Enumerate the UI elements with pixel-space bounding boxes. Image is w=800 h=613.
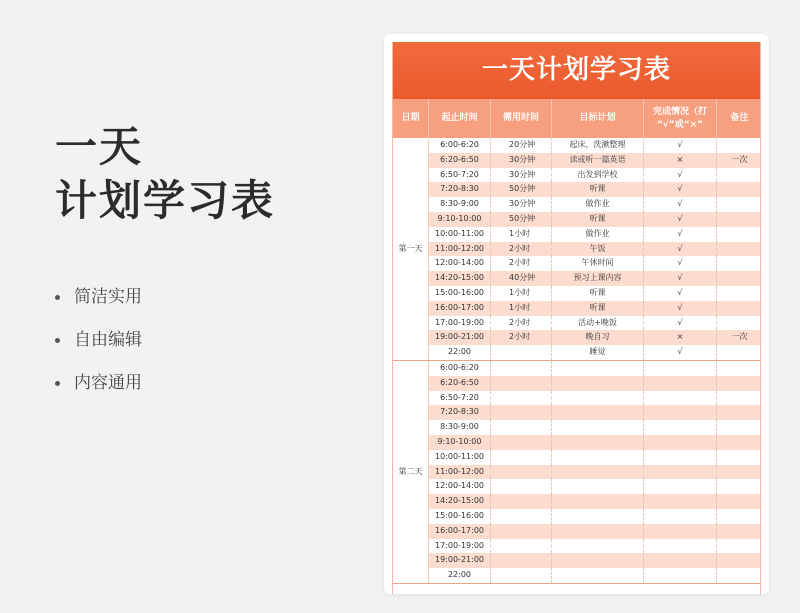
- cell-goal[interactable]: [552, 465, 644, 480]
- cell-goal[interactable]: [552, 420, 644, 435]
- cell-status[interactable]: [644, 553, 717, 568]
- cell-note[interactable]: [717, 361, 761, 376]
- cell-duration[interactable]: 20分钟: [491, 138, 552, 153]
- table-row: [429, 465, 761, 480]
- cell-goal[interactable]: 做作业: [552, 197, 644, 212]
- header-time: 起止时间: [429, 99, 491, 138]
- table-row: [429, 286, 761, 301]
- cell-status[interactable]: √: [644, 182, 717, 197]
- cell-goal[interactable]: 听课: [552, 286, 644, 301]
- cell-note[interactable]: [717, 286, 761, 301]
- cell-note[interactable]: [717, 256, 761, 271]
- feature-item: [55, 362, 355, 405]
- cell-time[interactable]: 6:50-7:20: [429, 168, 491, 183]
- bullet-icon: [55, 381, 60, 386]
- cell-goal[interactable]: [552, 539, 644, 554]
- cell-time[interactable]: 22:00: [429, 345, 491, 360]
- table-row: [429, 256, 761, 271]
- cell-duration[interactable]: 2小时: [491, 316, 552, 331]
- cell-goal[interactable]: [552, 450, 644, 465]
- cell-note[interactable]: [717, 420, 761, 435]
- cell-duration[interactable]: [491, 391, 552, 406]
- cell-status[interactable]: [644, 479, 717, 494]
- cell-duration[interactable]: [491, 405, 552, 420]
- cell-note[interactable]: 一次: [731, 332, 748, 342]
- feature-item: [55, 276, 355, 319]
- cell-status[interactable]: √: [644, 168, 717, 183]
- cell-status[interactable]: [644, 494, 717, 509]
- cell-note[interactable]: [717, 316, 761, 331]
- cell-goal[interactable]: [552, 524, 644, 539]
- cell-note[interactable]: [717, 450, 761, 465]
- cell-note[interactable]: [717, 509, 761, 524]
- table-row: [429, 361, 761, 376]
- cell-time[interactable]: 14:20-15:00: [429, 494, 491, 509]
- cell-goal[interactable]: [552, 553, 644, 568]
- cell-note[interactable]: [717, 553, 761, 568]
- table-row: [429, 494, 761, 509]
- cell-duration[interactable]: [491, 465, 552, 480]
- cell-status[interactable]: [644, 435, 717, 450]
- cell-status[interactable]: [644, 568, 717, 583]
- table-body: [393, 138, 760, 584]
- cell-time[interactable]: 19:00-21:00: [429, 553, 491, 568]
- spreadsheet: [392, 42, 761, 594]
- cell-duration[interactable]: 2小时: [491, 256, 552, 271]
- table-row: [429, 553, 761, 568]
- table-row: [429, 345, 761, 360]
- table-row: [429, 376, 761, 391]
- cell-status[interactable]: √: [644, 256, 717, 271]
- cell-goal[interactable]: 午休时间: [552, 256, 644, 271]
- cell-status[interactable]: √: [644, 301, 717, 316]
- cell-goal[interactable]: 读或听一篇英语: [552, 153, 644, 168]
- header-status-line-1: 完成情况（打: [652, 106, 707, 117]
- cell-goal[interactable]: [552, 494, 644, 509]
- cell-status[interactable]: √: [644, 242, 717, 257]
- cell-note[interactable]: [717, 539, 761, 554]
- cell-note[interactable]: [717, 345, 761, 360]
- cell-status[interactable]: [644, 405, 717, 420]
- cell-duration[interactable]: 2小时: [491, 330, 552, 345]
- cell-status[interactable]: [644, 420, 717, 435]
- day-label: 第一天: [393, 138, 429, 360]
- cell-time[interactable]: 7:20-8:30: [429, 405, 491, 420]
- bullet-icon: [55, 338, 60, 343]
- cell-time[interactable]: 10:00-11:00: [429, 450, 491, 465]
- day-rows: [429, 361, 761, 583]
- table-row: [429, 435, 761, 450]
- cell-duration[interactable]: 2小时: [491, 242, 552, 257]
- table-row: [429, 539, 761, 554]
- table-row: [429, 391, 761, 406]
- table-row: [429, 301, 761, 316]
- cell-status[interactable]: [644, 524, 717, 539]
- cell-duration[interactable]: [491, 420, 552, 435]
- cell-status[interactable]: √: [644, 286, 717, 301]
- page-title: [55, 120, 355, 228]
- cell-goal[interactable]: 听课: [552, 212, 644, 227]
- cell-note[interactable]: [717, 227, 761, 242]
- cell-time[interactable]: 17:00-19:00: [429, 539, 491, 554]
- cell-duration[interactable]: [491, 435, 552, 450]
- cell-time[interactable]: 17:00-19:00: [429, 316, 491, 331]
- cell-status[interactable]: [644, 450, 717, 465]
- cell-goal[interactable]: 预习上课内容: [552, 271, 644, 286]
- header-note: 备注: [730, 113, 749, 123]
- table-row: [429, 271, 761, 286]
- cell-note[interactable]: [717, 376, 761, 391]
- cell-goal[interactable]: [552, 391, 644, 406]
- cell-status[interactable]: [644, 376, 717, 391]
- cell-time[interactable]: 22:00: [429, 568, 491, 583]
- feature-list: [55, 276, 355, 405]
- title-line-1: 一天: [55, 122, 144, 171]
- cell-time[interactable]: 19:00-21:00: [429, 330, 491, 345]
- cell-time[interactable]: 11:00-12:00: [429, 242, 491, 257]
- cell-goal[interactable]: 听课: [552, 182, 644, 197]
- table-row: [429, 227, 761, 242]
- cell-note[interactable]: [717, 182, 761, 197]
- sheet-title: 一天计划学习表: [393, 42, 760, 99]
- cell-goal[interactable]: 活动+晚饭: [552, 316, 644, 331]
- cell-time[interactable]: 9:10-10:00: [429, 212, 491, 227]
- table-row: [429, 153, 761, 168]
- cell-duration[interactable]: 50分钟: [491, 182, 552, 197]
- cell-duration[interactable]: [491, 494, 552, 509]
- cell-goal[interactable]: [552, 376, 644, 391]
- cell-status[interactable]: [644, 361, 717, 376]
- cell-duration[interactable]: 30分钟: [491, 168, 552, 183]
- title-line-2: 计划学习表: [55, 176, 276, 225]
- cell-note[interactable]: [717, 465, 761, 480]
- day-block: [393, 361, 760, 584]
- cell-duration[interactable]: [491, 376, 552, 391]
- cell-status[interactable]: ×: [644, 330, 717, 345]
- feature-label: 内容通用: [74, 373, 142, 393]
- cell-duration[interactable]: [491, 509, 552, 524]
- cell-time[interactable]: 6:20-6:50: [429, 376, 491, 391]
- cell-time[interactable]: 12:00-14:00: [429, 479, 491, 494]
- table-row: [429, 197, 761, 212]
- cell-time[interactable]: 10:00-11:00: [429, 227, 491, 242]
- cell-note[interactable]: [717, 479, 761, 494]
- feature-item: [55, 319, 355, 362]
- cell-duration[interactable]: 50分钟: [491, 212, 552, 227]
- cell-status[interactable]: √: [644, 212, 717, 227]
- cell-goal[interactable]: 起床，洗漱整理: [552, 138, 644, 153]
- cell-note[interactable]: [717, 568, 761, 583]
- sheet-preview-card: [384, 34, 769, 594]
- cell-time[interactable]: 6:50-7:20: [429, 391, 491, 406]
- cell-goal[interactable]: 做作业: [552, 227, 644, 242]
- cell-note[interactable]: [717, 168, 761, 183]
- cell-goal[interactable]: 睡觉: [552, 345, 644, 360]
- cell-time[interactable]: 6:00-6:20: [429, 361, 491, 376]
- cell-duration[interactable]: 1小时: [491, 286, 552, 301]
- cell-duration[interactable]: 30分钟: [491, 197, 552, 212]
- table-row: [429, 524, 761, 539]
- cell-goal[interactable]: 午饭: [552, 242, 644, 257]
- header-status: [644, 99, 717, 138]
- cell-note[interactable]: [717, 138, 761, 153]
- header-duration: 需用时间: [491, 99, 552, 138]
- table-row: [429, 316, 761, 331]
- table-row: [429, 138, 761, 153]
- header-date: 日期: [393, 99, 429, 138]
- cell-time[interactable]: 8:30-9:00: [429, 420, 491, 435]
- feature-label: 简洁实用: [74, 287, 142, 307]
- cell-time[interactable]: 15:00-16:00: [429, 286, 491, 301]
- cell-status[interactable]: [644, 539, 717, 554]
- cell-time[interactable]: 8:30-9:00: [429, 197, 491, 212]
- cell-note[interactable]: [717, 435, 761, 450]
- cell-duration[interactable]: [491, 479, 552, 494]
- cell-time[interactable]: 7:20-8:30: [429, 182, 491, 197]
- cell-note[interactable]: [717, 391, 761, 406]
- cell-note[interactable]: [717, 301, 761, 316]
- cell-time[interactable]: 6:00-6:20: [429, 138, 491, 153]
- table-row: [429, 568, 761, 583]
- cell-duration[interactable]: [491, 345, 552, 360]
- cell-duration[interactable]: [491, 553, 552, 568]
- cell-duration[interactable]: [491, 361, 552, 376]
- cell-note[interactable]: [717, 242, 761, 257]
- table-header: [393, 99, 760, 138]
- cell-goal[interactable]: [552, 509, 644, 524]
- cell-time[interactable]: 16:00-17:00: [429, 301, 491, 316]
- cell-goal[interactable]: 听课: [552, 301, 644, 316]
- cell-note[interactable]: [717, 271, 761, 286]
- cell-duration[interactable]: [491, 450, 552, 465]
- table-row: [429, 405, 761, 420]
- feature-label: 自由编辑: [74, 330, 142, 350]
- table-row: [429, 182, 761, 197]
- cell-status[interactable]: √: [644, 197, 717, 212]
- cell-time[interactable]: 15:00-16:00: [429, 509, 491, 524]
- table-row: [429, 168, 761, 183]
- cell-duration[interactable]: 40分钟: [491, 271, 552, 286]
- table-row: [429, 330, 761, 345]
- left-panel: [55, 120, 355, 405]
- cell-status[interactable]: √: [644, 271, 717, 286]
- cell-duration[interactable]: [491, 539, 552, 554]
- day-label: 第二天: [393, 361, 429, 583]
- cell-goal[interactable]: [552, 361, 644, 376]
- cell-note[interactable]: [717, 405, 761, 420]
- table-row: [429, 479, 761, 494]
- cell-duration[interactable]: [491, 568, 552, 583]
- table-row: [429, 420, 761, 435]
- cell-note[interactable]: [717, 212, 761, 227]
- table-row: [429, 242, 761, 257]
- cell-status[interactable]: √: [644, 316, 717, 331]
- cell-time[interactable]: 9:10-10:00: [429, 435, 491, 450]
- cell-status[interactable]: [644, 465, 717, 480]
- bullet-icon: [55, 295, 60, 300]
- cell-duration[interactable]: 1小时: [491, 301, 552, 316]
- cell-goal[interactable]: 晚自习: [552, 330, 644, 345]
- table-row: [429, 212, 761, 227]
- cell-status[interactable]: √: [644, 138, 717, 153]
- table-row: [429, 509, 761, 524]
- day-rows: [429, 138, 761, 360]
- cell-time[interactable]: 12:00-14:00: [429, 256, 491, 271]
- cell-time[interactable]: 11:00-12:00: [429, 465, 491, 480]
- cell-goal[interactable]: [552, 405, 644, 420]
- cell-time[interactable]: 6:20-6:50: [429, 153, 491, 168]
- cell-goal[interactable]: [552, 435, 644, 450]
- day-block: [393, 138, 760, 361]
- header-status-line-2: “√”或“×”: [656, 119, 704, 130]
- cell-time[interactable]: 16:00-17:00: [429, 524, 491, 539]
- cell-status[interactable]: √: [644, 345, 717, 360]
- cell-note[interactable]: [717, 494, 761, 509]
- cell-note[interactable]: [717, 524, 761, 539]
- cell-duration[interactable]: [491, 524, 552, 539]
- header-goal: 目标计划: [552, 99, 644, 138]
- cell-goal[interactable]: 出发到学校: [552, 168, 644, 183]
- cell-goal[interactable]: [552, 479, 644, 494]
- cell-note[interactable]: [717, 197, 761, 212]
- table-row: [429, 450, 761, 465]
- cell-note[interactable]: 一次: [731, 154, 748, 164]
- cell-duration[interactable]: 1小时: [491, 227, 552, 242]
- cell-status[interactable]: ×: [644, 153, 717, 168]
- cell-duration[interactable]: 30分钟: [491, 153, 552, 168]
- cell-time[interactable]: 14:20-15:00: [429, 271, 491, 286]
- cell-goal[interactable]: [552, 568, 644, 583]
- cell-status[interactable]: √: [644, 227, 717, 242]
- cell-status[interactable]: [644, 509, 717, 524]
- cell-status[interactable]: [644, 391, 717, 406]
